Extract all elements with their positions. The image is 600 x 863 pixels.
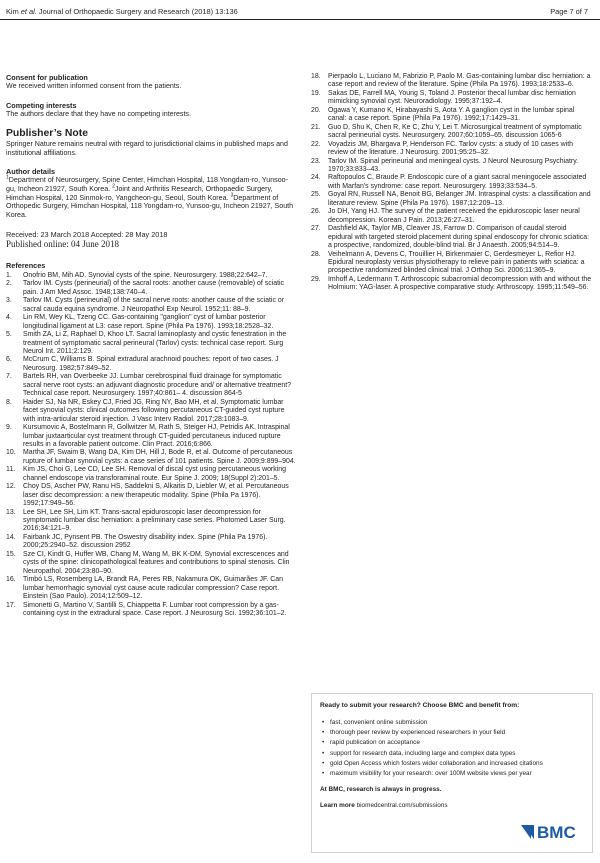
reference-number: 2. [6,280,12,288]
reference-number: 18. [311,73,321,80]
reference-number: 20. [311,106,321,114]
reference-text: Veihelmann A, Devens C, Trouillier H, Birkenmaier C, Gerdesmeyer L, Refior HJ. Epidural neuroplasty versus physiotherapy to relieve pain in patients with sciatica: a prospective randomized blinded clinical trial. J Orthop Sci. 2006;11:365–9. [328,250,585,275]
bmc-benefit: • maximum visibility for your research: over 100M website views per year [320,769,584,779]
reference-number: 3. [6,297,12,305]
bmc-progress-text: At BMC, research is always in progress. [320,786,442,794]
reference-item [311,191,593,208]
reference-item [311,124,593,141]
reference-text: Sze CI, Kindt G, Huffer WB, Chang M, Wang M, BK K-DM. Synovial excrescences and cysts of the spine: clinicopathological features and contributions to spinal stenosis. Clin Neuropathol. 2004;23:80–90. [23,550,290,575]
running-header-citation: Kim et al. Journal of Orthopaedic Surgery and Research (2018) 13:136 [6,7,238,16]
reference-text: Voyadzis JM, Bhargava P, Henderson FC. Tarlov cysts: a study of 10 cases with review of the literature. J Neurosurg. 2001;95:25–32. [328,140,573,157]
reference-number: 14. [6,533,16,541]
reference-item [6,424,296,449]
page-number: Page 7 of 7 [550,7,588,16]
references-list-left [6,272,296,619]
consent-heading: Consent for publication [6,73,88,82]
bmc-logo-icon [520,821,582,843]
reference-text: Dashfield AK, Taylor MB, Cleaver JS, Farrow D. Comparison of caudal steroid epidural with targeted steroid placement during spinal endoscopy for chronic sciatica: a prospective, randomized, double-blind trial. Br J Anaesth. 2005;94:514–9. [328,225,590,250]
competing-text: The authors declare that they have no competing interests. [6,109,191,118]
reference-text: Fairbank JC, Pynsent PB. The Oswestry disability index. Spine (Phila Pa 1976). 2000;25:2940–52. discussion 2952 [23,533,268,550]
bmc-benefit: • rapid publication on acceptance [320,738,584,748]
reference-item [6,534,296,551]
bmc-benefit: • support for research data, including large and complex data types [320,749,584,759]
reference-text: Tarlov IM. Cysts (perineurial) of the sacral nerve roots: another cause of the sciatic or sacral cauda equina syndrome. J Neuropathol Exp Neurol. 1952;11: 88–9. [23,297,285,313]
reference-text: Timbó LS, Rosemberg LA, Brandt RA, Peres RB, Nakamura OK, Guimarães JF. Can lumbar hemorrhagic synovial cyst cause acute radicular compression? Case report. Einstein (Sao Paulo). 2014;12:509–12. [23,576,283,601]
bmc-advert-title: Ready to submit your research? Choose BMC and benefit from: [320,702,520,709]
bmc-logo-text: BMC [537,823,576,842]
reference-item [311,174,593,191]
reference-number: 13. [6,508,16,516]
reference-number: 28. [311,250,321,258]
reference-item [6,272,296,280]
reference-number: 4. [6,314,12,322]
author-details-heading: Author details [6,167,56,177]
reference-number: 7. [6,373,12,381]
bmc-learn-more[interactable]: Learn more biomedcentral.com/submissions [320,802,448,810]
reference-number: 25. [311,191,321,199]
header-rule [0,19,600,20]
reference-item [6,576,296,601]
reference-item [6,466,296,483]
reference-text: Martha JF, Swaim B, Wang DA, Kim DH, Hill J, Bode R, et al. Outcome of percutaneous rupture of lumbar synovial cysts: a case series of 101 patients. Spine J. 2009;9:899–904. [23,449,296,465]
reference-text: Smith ZA, Li Z, Raphael D, Khoo LT. Sacral laminoplasty and cystic fenestration in the treatment of symptomatic sacral perineural (Tarlov) cysts: technical case report. Surg Neurol Int. 2011;2:129. [23,331,287,355]
competing-heading: Competing interests [6,100,77,110]
reference-text: Haider SJ, Na NR, Eskey CJ, Fried JG, Ring NY, Bao MH, et al. Symptomatic lumbar facet synovial cysts: clinical outcomes following percutaneous CT-guided cyst rupture with intra-articular steroid injection. J Vasc Interv Radiol. 2017;28:1083–9. [23,398,285,423]
reference-number: 12. [6,483,16,491]
right-column [311,73,593,293]
reference-number: 6. [6,356,12,364]
reference-number: 9. [6,424,12,432]
reference-number: 24. [311,174,321,182]
received-accepted-dates: Received: 23 March 2018 Accepted: 28 May 2018 [6,229,168,239]
publisher-note-text: Springer Nature remains neutral with regard to jurisdictional claims in published maps and institutional affiliations. [6,140,288,157]
bmc-advert [311,693,593,853]
left-column [6,73,296,618]
reference-item [6,602,296,619]
reference-text: Tarlov IM. Cysts (perineurial) of the sacral roots: another cause (removable) of sciatic pain. J Am Med Assoc. 1948;138:740–4. [23,280,285,296]
reference-number: 10. [6,449,16,457]
reference-text: McCrum C, Williams B. Spinal extradural arachnoid pouches: report of two cases. J Neurosurg. 1982;57:849–52. [23,356,279,372]
running-header [6,7,588,19]
bmc-benefit: • fast, convenient online submission [320,718,584,728]
bmc-benefit: • gold Open Access which fosters wider collaboration and increased citations [320,759,584,769]
reference-item [311,107,593,124]
references-section [6,261,296,619]
reference-text: Kursumovic A, Bostelmann R, Gollwitzer M, Rath S, Steiger HJ, Petridis AK. Intraspinal lumbar juxtaarticular cyst treatment through CT-guided percutaneus induced rupture results in a favorable patient outcome. Clin Pract. 2016;6:866. [23,424,290,448]
reference-number: 15. [6,550,16,558]
reference-text: Tarlov IM. Spinal perineurial and meningeal cysts. J Neurol Neurosurg Psychiatry. 1970;33:833–43. [328,157,579,173]
reference-number: 16. [6,576,16,584]
publisher-note-heading: Publisher’s Note [6,128,88,140]
reference-item [6,331,296,356]
reference-item [6,373,296,398]
reference-item [311,276,593,293]
reference-item [311,141,593,158]
bmc-logo-mark [521,825,534,839]
reference-text: Bartels RH, van Overbeeke JJ. Lumbar cerebrospinal fluid drainage for symptomatic sacral nerve root cysts: an adjuvant diagnostic procedure and/ or alternative treatment? Technical case report. Neurosurgery. 1997;40:861– 4. discussion 864-5 [23,373,292,398]
reference-text: Raftopoulos C, Braude P. Endoscopic cure of a giant sacral meningocele associated with Marfan's syndrome: case report. Neurosurgery. 1993;33:534–5. [328,174,587,190]
author-details-section [6,167,296,220]
reference-item [311,90,593,107]
reference-item [6,297,296,314]
reference-item [6,449,296,466]
bmc-submissions-link[interactable]: biomedcentral.com/submissions [354,802,448,810]
reference-item [6,399,296,424]
reference-number: 27. [311,225,321,233]
reference-item [6,314,296,331]
reference-number: 8. [6,398,12,406]
reference-text: Choy DS, Ascher PW, Ranu HS, Saddekni S, Alkaitis D, Liebler W, et al. Percutaneous laser disc decompression: a new therapeutic modality. Spine (Phila Pa 1976). 1992;17:949–56. [23,483,289,508]
references-list-right [311,73,593,293]
reference-item [6,483,296,508]
reference-text: Sakas DE, Farrell MA, Young S, Toland J. Posterior thecal lumbar disc herniation mimicking synovial cyst. Neuroradiology. 1995;37:192–4. [328,89,576,106]
reference-number: 11. [6,466,16,474]
reference-text: Onofrio BM, Mih AD. Synovial cysts of the spine. Neurosurgery. 1988;22:642–7. [23,271,268,279]
consent-section [6,73,296,91]
bmc-benefit: • thorough peer review by experienced researchers in your field [320,728,584,738]
affiliations: $^1$Department of Neurosurgery, Spine Center, Himchan Hospital, 118 Yongdam-ro, Yunsoo-gu, Incheon 21927, South Korea. $^2$Joint and Arthritis Research, Orthopaedic Surgery, Himchan Hospital, 120 Sinmok-ro, Yangcheon-gu, Seoul, South Korea. $^3$Department of Orthopedic Surgery, Himchan Hospital, 118 Yongdam-ro, Yunsoo-gu, Incheon 21927, South Korea. [6,175,294,220]
reference-number: 21. [311,123,321,131]
reference-number: 22. [311,140,321,148]
reference-text: Imhoff A, Ledermann T. Arthroscopic subacromial decompression with and without the Holmium: YAG-laser. A prospective comparative study. Arthroscopy. 1995;11:549–56. [328,275,592,292]
reference-number: 26. [311,208,321,216]
reference-item [311,208,593,225]
publisher-note-section [6,128,296,157]
reference-text: Simonetti G, Martino V, Santilli S, Chiappetta F. Lumbar root compression by a gas-containing cyst in the extradural space. Case report. J Neurosurg Sci. 1992;36:101–2. [23,601,287,618]
reference-number: 29. [311,275,321,283]
consent-text: We received written informed consent from the patients. [6,82,182,90]
reference-item [311,73,593,90]
reference-item [6,356,296,373]
reference-number: 1. [6,271,12,279]
reference-text: Ogawa Y, Kumano K, Hirabayashi S, Aota Y. A ganglion cyst in the lumbar spinal canal: a case report. Spine (Phila Pa 1976). 1992;17:1429–31. [328,106,575,123]
reference-number: 19. [311,89,321,97]
published-online-date: Published online: 04 June 2018 [6,238,119,249]
reference-text: Goyal RN, Russell NA, Benoit BG, Belanger JM. Intraspinal cysts: a classification and literature review. Spine (Phila Pa 1976). 1987;12:209–13. [328,191,591,207]
reference-number: 5. [6,331,12,339]
reference-item [311,158,593,175]
reference-text: Lin RM, Wey KL, Tzeng CC. Gas-containing "ganglion" cyst of lumbar posterior longitudinal ligament at L3: case report. Spine (Phila Pa 1976). 1993;18:2528–32. [23,314,274,330]
reference-item [6,509,296,534]
reference-item [6,551,296,576]
reference-text: Guo D, Shu K, Chen R, Ke C, Zhu Y, Lei T. Microsurgical treatment of symptomatic sacral perineurial cysts. Neurosurgery. 2007;60:1059–65. discussion 1065-6 [328,123,582,140]
reference-item [6,280,296,297]
reference-text: Kim JS, Choi G, Lee CD, Lee SH. Removal of discal cyst using percutaneous working channel endoscope via transforaminal route. Eur Spine J. 2009; 18(Suppl 2):201–5. [23,466,286,482]
reference-number: 17. [6,601,16,609]
reference-item [311,251,593,276]
reference-text: Jo DH, Yang HJ. The survey of the patient received the epiduroscopic laser neural decompression. Korean J Pain. 2013;26:27–31. [328,208,580,224]
bmc-benefits-list [320,718,584,779]
references-heading: References [6,260,46,270]
reference-number: 23. [311,157,321,165]
reference-text: Pierpaolo L, Luciano M, Fabrizio P, Paolo M. Gas-containing lumbar disc herniation: a case report and review of the literature. Spine (Phila Pa 1976). 1993;18:2533–6. [328,73,591,89]
competing-section [6,101,296,119]
reference-text: Lee SH, Lee SH, Lim KT. Trans-sacral epiduroscopic laser decompression for symptomatic lumbar disc herniation: a preliminary case series. Photomed Laser Surg. 2016;34:121–9. [23,508,286,533]
reference-item [311,225,593,250]
